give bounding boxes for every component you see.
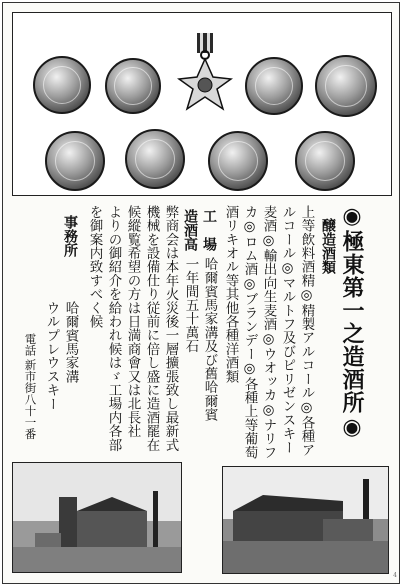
factory-heading: 工 場: [201, 209, 217, 251]
brewing-line: 酒リキオル等其他各種洋酒類: [222, 205, 239, 384]
medals-panel: [12, 12, 392, 196]
brewing-line: 上等飲料酒精◎精製アルコール◎各種ア: [298, 205, 315, 457]
announcement-line: 弊商会は本年火災後一層擴張致し最新式: [162, 205, 179, 452]
phone-number: 新市街八十一番: [23, 359, 38, 440]
brewing-heading: 醸造酒類: [320, 218, 336, 274]
office-heading: 事務所: [62, 215, 78, 257]
order-cross-icon: [177, 33, 233, 113]
announcement-line: を御案内致すべく候: [86, 205, 103, 329]
factory-location: 哈爾賓馬家溝及び舊哈爾賓: [201, 257, 218, 422]
medal-icon: [245, 57, 303, 115]
output-heading: 造酒高: [182, 209, 198, 251]
announcement-line: よりの御紹介を給われ候はゞ工場内各部: [105, 205, 122, 452]
factory-photo-left: [12, 462, 182, 573]
medal-icon: [125, 129, 185, 189]
medal-icon: [208, 131, 268, 191]
output-amount: 一年間五十萬石: [182, 257, 199, 353]
brewing-line: 麦酒◎輸出向生麦酒◎ウオッカ◎ナリフ: [260, 205, 277, 460]
office-name: ウルプレウスキー: [43, 301, 60, 411]
announcement-line: 機械を設備仕り従前に倍し盛に造酒罷在: [143, 205, 160, 452]
advertisement-page: [2, 2, 400, 584]
company-title: ◉極東第一之造酒所◉: [339, 203, 365, 441]
medal-icon: [45, 131, 105, 191]
medal-icon: [33, 56, 91, 114]
announcement-line: 候縱覧希望の方は日満商會又は北長社: [124, 205, 141, 438]
corner-mark: 4: [393, 572, 397, 579]
factory-photo-right: [222, 466, 389, 574]
brewing-line: ルコール◎マルトフ及びピリゼンスキー: [279, 205, 296, 455]
medal-icon: [105, 58, 161, 114]
phone-label: 電話: [23, 333, 38, 356]
brewing-line: カ◎ロム酒◎ブランデー◎各種上等葡萄: [241, 205, 258, 460]
medal-icon: [295, 131, 355, 191]
medal-icon: [315, 55, 377, 117]
office-address: 哈爾賓馬家溝: [62, 301, 79, 384]
